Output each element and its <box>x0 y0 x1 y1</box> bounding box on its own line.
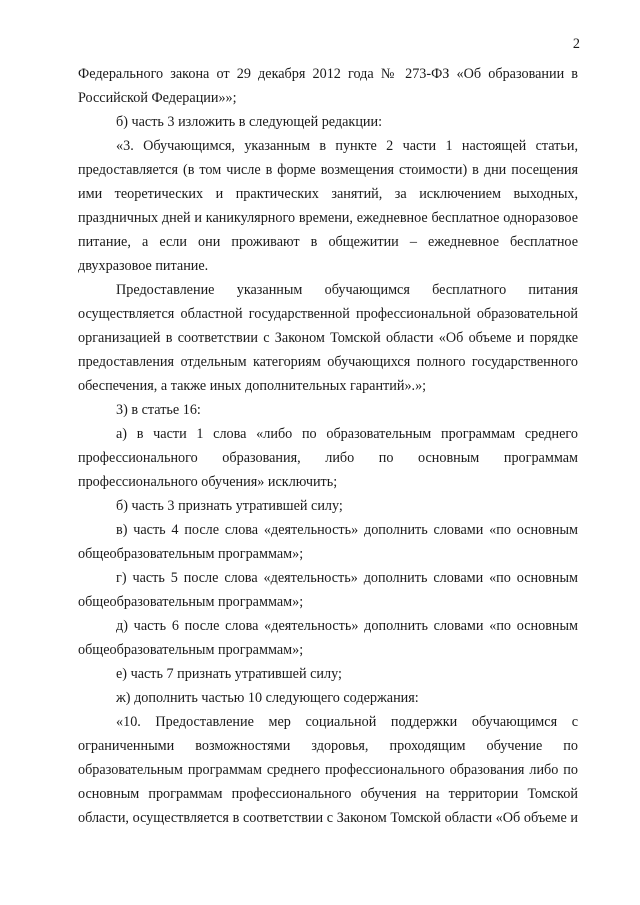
text-line: общеобразовательным программам»; <box>78 642 304 658</box>
text-line: образовательным программам среднего профессионального образования либо по <box>78 762 578 778</box>
text-line: ими теоретических и практических занятий, за исключением выходных, <box>78 186 578 202</box>
text-line: общеобразовательным программам»; <box>78 546 304 562</box>
text-line: а) в части 1 слова «либо по образовательным программам среднего <box>116 426 578 442</box>
text-line: организацией в соответствии с Законом Томской области «Об объеме и порядке <box>78 330 578 346</box>
text-line: Российской Федерации»»; <box>78 90 237 106</box>
text-line: 3) в статье 16: <box>116 402 201 418</box>
text-line: питание, а если они проживают в общежитии – ежедневное бесплатное <box>78 234 578 250</box>
text-line: предоставляется (в том числе в форме возмещения стоимости) в дни посещения <box>78 162 578 178</box>
document-body <box>78 62 578 830</box>
text-line: предоставления отдельным категориям обучающихся полного государственного <box>78 354 578 370</box>
text-line: Предоставление указанным обучающимся бесплатного питания <box>116 282 578 298</box>
text-line: двухразовое питание. <box>78 258 209 274</box>
text-line: общеобразовательным программам»; <box>78 594 304 610</box>
text-line: е) часть 7 признать утратившей силу; <box>116 666 342 682</box>
text-line: д) часть 6 после слова «деятельность» дополнить словами «по основным <box>116 618 578 634</box>
text-line: Федерального закона от 29 декабря 2012 года № 273-ФЗ «Об образовании в <box>78 66 578 82</box>
text-line: обеспечения, а также иных дополнительных гарантий».»; <box>78 378 427 394</box>
text-line: «3. Обучающимся, указанным в пункте 2 части 1 настоящей статьи, <box>116 138 578 154</box>
text-line: ж) дополнить частью 10 следующего содержания: <box>116 690 419 706</box>
text-line: б) часть 3 признать утратившей силу; <box>116 498 343 514</box>
text-line: б) часть 3 изложить в следующей редакции: <box>116 114 383 130</box>
text-line: «10. Предоставление мер социальной поддержки обучающимся с <box>116 714 578 730</box>
text-line: профессионального обучения» исключить; <box>78 474 338 490</box>
text-line: г) часть 5 после слова «деятельность» дополнить словами «по основным <box>116 570 578 586</box>
text-line: области, осуществляется в соответствии с Законом Томской области «Об объеме и <box>78 810 578 826</box>
text-line: ограниченными возможностями здоровья, проходящим обучение по <box>78 738 578 754</box>
page-number: 2 <box>572 36 580 52</box>
text-line: профессионального образования, либо по основным программам <box>78 450 578 466</box>
text-line: праздничных дней и каникулярного времени, ежедневное бесплатное одноразовое <box>78 210 578 226</box>
text-line: основным программам профессионального обучения на территории Томской <box>78 786 578 802</box>
text-line: в) часть 4 после слова «деятельность» дополнить словами «по основным <box>116 522 578 538</box>
text-line: осуществляется областной государственной профессиональной образовательной <box>78 306 578 322</box>
